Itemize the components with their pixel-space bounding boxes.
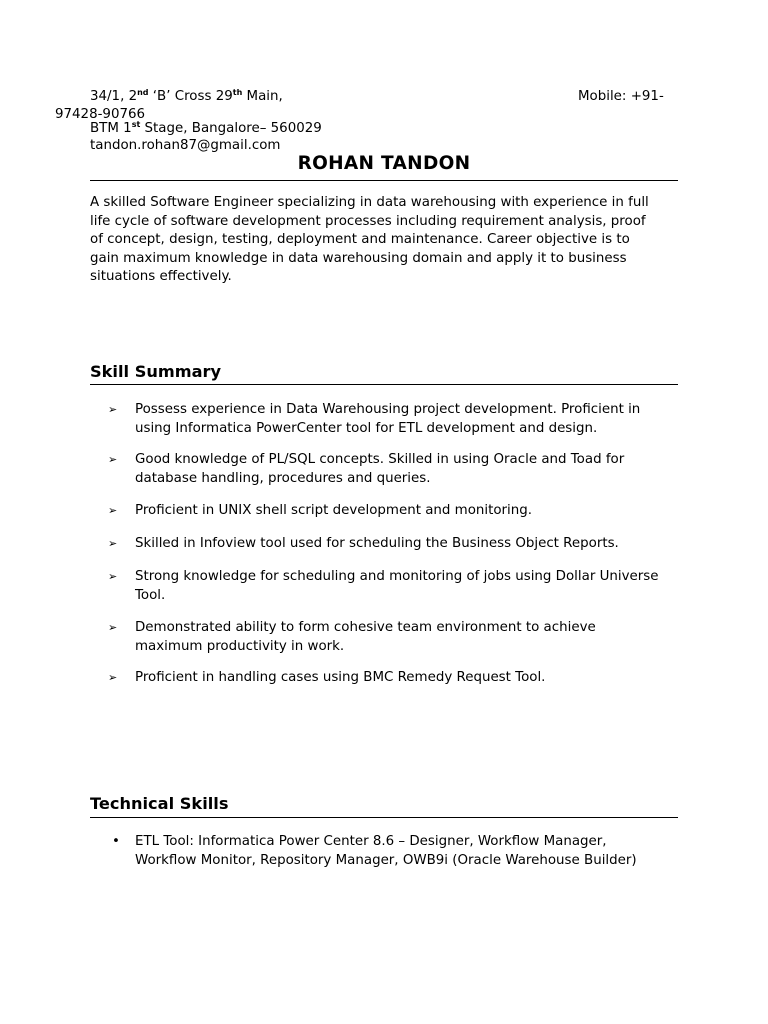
arrow-bullet-icon: ➢ (108, 453, 118, 466)
mobile-label: Mobile: +91- (578, 89, 664, 104)
objective-paragraph (90, 194, 680, 287)
arrow-bullet-icon: ➢ (108, 621, 118, 634)
skill-summary-item-line: Proficient in handling cases using BMC Remedy Request Tool. (135, 670, 546, 685)
skill-summary-item-line: Tool. (135, 587, 166, 603)
skill-summary-divider (90, 384, 678, 385)
arrow-bullet-icon: ➢ (108, 504, 118, 517)
address-line-2-text: BTM 1 (90, 121, 132, 136)
arrow-bullet-icon: ➢ (108, 570, 118, 583)
mobile-number: 97428-90766 (55, 107, 146, 122)
technical-skills-item-line: Workflow Monitor, Repository Manager, OWB9i (Oracle Warehouse Builder) (135, 852, 637, 868)
skill-summary-item-line: Strong knowledge for scheduling and monitoring of jobs using Dollar Universe (135, 569, 659, 584)
ordinal-suffix: st (131, 120, 141, 129)
skill-summary-item-line: Possess experience in Data Warehousing project development. Proficient in (135, 402, 641, 417)
skill-summary-item-line: maximum productivity in work. (135, 638, 345, 654)
skill-summary-item-line: Demonstrated ability to form cohesive team environment to achieve (135, 620, 596, 635)
address-line-1-text: ‘B’ Cross 29 (148, 89, 233, 104)
header-divider (90, 180, 678, 181)
objective-line: gain maximum knowledge in data warehousing domain and apply it to business (90, 250, 627, 266)
objective-line: of concept, design, testing, deployment and maintenance. Career objective is to (90, 232, 630, 248)
skill-summary-item-line: using Informatica PowerCenter tool for ETL development and design. (135, 420, 598, 436)
arrow-bullet-icon: ➢ (108, 537, 118, 550)
ordinal-suffix: th (232, 88, 243, 97)
technical-skills-item-line: ETL Tool: Informatica Power Center 8.6 – Designer, Workflow Manager, (135, 834, 607, 849)
skill-summary-item-line: Skilled in Infoview tool used for scheduling the Business Object Reports. (135, 536, 619, 551)
address-line-1-text: 34/1, 2 (90, 89, 138, 104)
address-line-1-text: Main, (242, 89, 283, 104)
candidate-name: ROHAN TANDON (297, 153, 471, 174)
objective-line: situations effectively. (90, 269, 232, 285)
technical-skills-divider (90, 817, 678, 818)
skill-summary-item-line: Proficient in UNIX shell script development and monitoring. (135, 503, 533, 518)
address-line-2 (90, 120, 322, 138)
arrow-bullet-icon: ➢ (108, 403, 118, 416)
objective-line: A skilled Software Engineer specializing in data warehousing with experience in full (90, 195, 649, 210)
dot-bullet-icon: • (112, 834, 120, 849)
address-line-2-text: Stage, Bangalore– 560029 (140, 121, 322, 136)
arrow-bullet-icon: ➢ (108, 671, 118, 684)
address-line-1 (90, 88, 283, 106)
skill-summary-item-line: Good knowledge of PL/SQL concepts. Skilled in using Oracle and Toad for (135, 452, 625, 467)
technical-skills-heading: Technical Skills (90, 794, 229, 813)
objective-line: life cycle of software development processes including requirement analysis, proof (90, 213, 646, 229)
skill-summary-item-line: database handling, procedures and queries. (135, 470, 431, 486)
email-address: tandon.rohan87@gmail.com (90, 138, 281, 153)
ordinal-suffix: nd (137, 88, 149, 97)
skill-summary-heading: Skill Summary (90, 362, 222, 381)
